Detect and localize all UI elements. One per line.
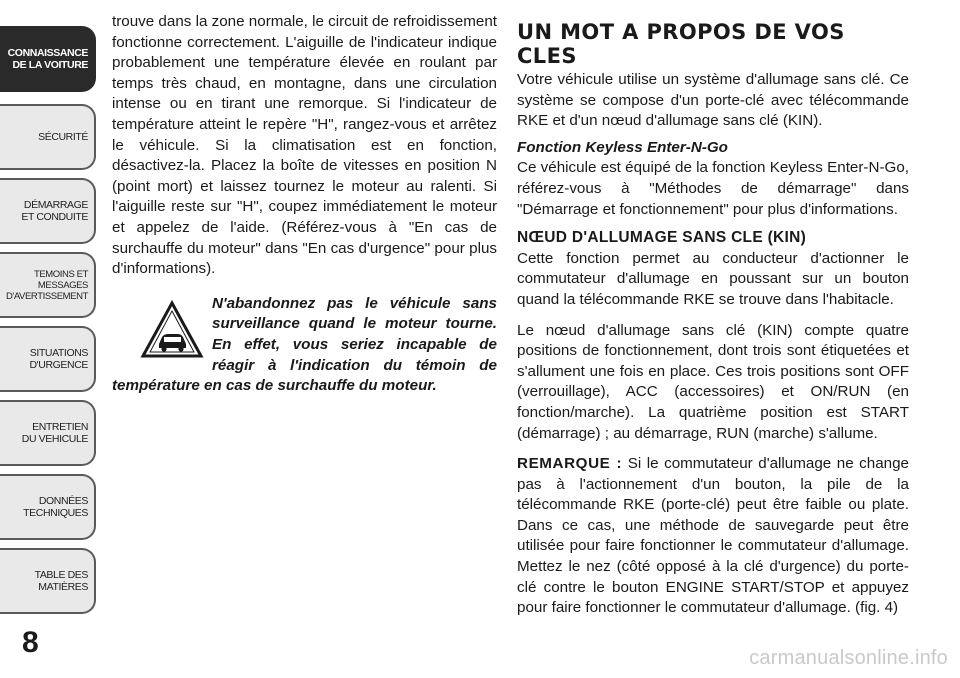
tab-securite[interactable] (0, 104, 96, 170)
kin-paragraph: Cette fonction permet au conducteur d'actionner le commutateur d'allumage en poussant sur un bouton quand la télécommande RKE se trouve dans l'habitacle. (517, 249, 909, 308)
keys-intro-paragraph: Votre véhicule utilise un système d'allumage sans clé. Ce système se compose d'un porte-clé avec télécommande RKE et d'un nœud d'allumage sans clé (KIN). (517, 71, 909, 130)
kin-positions-paragraph: Le nœud d'allumage sans clé (KIN) compte quatre positions de fonctionnement, dont trois sont étiquetées et s'allument une fois en place. Ces trois positions sont OFF (verrouillage), ACC (accessoires) et ON/RUN (en fonction/marche). La quatrième position est START (démarrage) ; au démarrage, RUN (marche) s'allume. (517, 321, 909, 442)
chapter-tabs (0, 0, 98, 678)
tab-demarrage-et-conduite[interactable] (0, 178, 96, 244)
coolant-temperature-paragraph: trouve dans la zone normale, le circuit de refroidissement fonctionne correctement. L'aiguille de l'indicateur indique probablement une température élevée en roulant par temps très chaud, en montagne, dans une circulation intense ou en tirant une remorque. Si l'indicateur de température atteint le repère "H", rangez-vous et arrêtez le véhicule. Si la climatisation est en fonction, désactivez-la. Placez la boîte de vitesses en position N (point mort) et laissez tournez le moteur au ralenti. Si l'aiguille reste sur "H", coupez immédiatement le moteur et appelez de l'aide. (Référez-vous à "En cas de surchauffe du moteur" dans "En cas d'urgence" pour plus d'informations). (112, 13, 497, 278)
keyless-enter-n-go-title: Fonction Keyless Enter-N-Go (517, 138, 728, 156)
warning-box (112, 294, 497, 397)
tab-label: ENTRETIEN DU VEHICULE (21, 421, 88, 445)
tab-label: DONNÉES TECHNIQUES (23, 495, 88, 519)
note-paragraph (517, 454, 909, 619)
warning-triangle-car-icon (140, 300, 204, 360)
keyless-enter-n-go-paragraph: Ce véhicule est équipé de la fonction Keyless Enter-N-Go, référez-vous à "Méthodes de démarrage" dans "Démarrage et fonctionnement" pour plus d'informations. (517, 159, 909, 218)
tab-label: TEMOINS ET MESSAGES D'AVERTISSEMENT (5, 268, 88, 302)
note-text: Si le commutateur d'allumage ne change pas à l'actionnement d'un bouton, la pile de la télécommande RKE (porte-clé) peut être faible ou plate. Dans ce cas, une méthode de sauvegarde peut être utilisée pour faire fonctionner le commutateur d'allumage. Mettez le nez (côté opposé à la clé d'urgence) du porte-clé contre le bouton ENGINE START/STOP et appuyez pour faire fonctionner le commutateur d'allumage. (fig. 4) (517, 455, 909, 617)
warning-text: N'abandonnez pas le véhicule sans surveillance quand le moteur tourne. En effet, vous seriez incapable de réagir à l'indication du témoin de température en cas de surchauffe du moteur. (112, 294, 497, 395)
section-heading-keys: UN MOT A PROPOS DE VOS CLES (517, 20, 845, 68)
watermark: carmanualsonline.info (749, 647, 948, 669)
tab-label: CONNAISSANCE DE LA VOITURE (7, 47, 88, 71)
tab-entretien-du-vehicule[interactable] (0, 400, 96, 466)
tab-table-des-matieres[interactable] (0, 548, 96, 614)
tab-label: DÉMARRAGE ET CONDUITE (21, 199, 88, 223)
note-label: REMARQUE : (517, 455, 623, 473)
tab-label: SÉCURITÉ (38, 131, 88, 143)
kin-heading: NŒUD D'ALLUMAGE SANS CLE (KIN) (517, 229, 807, 247)
tab-temoins-et-messages[interactable] (0, 252, 96, 318)
tab-label: TABLE DES MATIÈRES (34, 569, 88, 593)
right-column (517, 12, 909, 619)
tab-donnees-techniques[interactable] (0, 474, 96, 540)
page-number: 8 (22, 626, 39, 659)
tab-label: SITUATIONS D'URGENCE (29, 347, 88, 371)
tab-situations-d-urgence[interactable] (0, 326, 96, 392)
tab-connaissance-de-la-voiture[interactable] (0, 26, 96, 92)
left-column (112, 12, 497, 397)
